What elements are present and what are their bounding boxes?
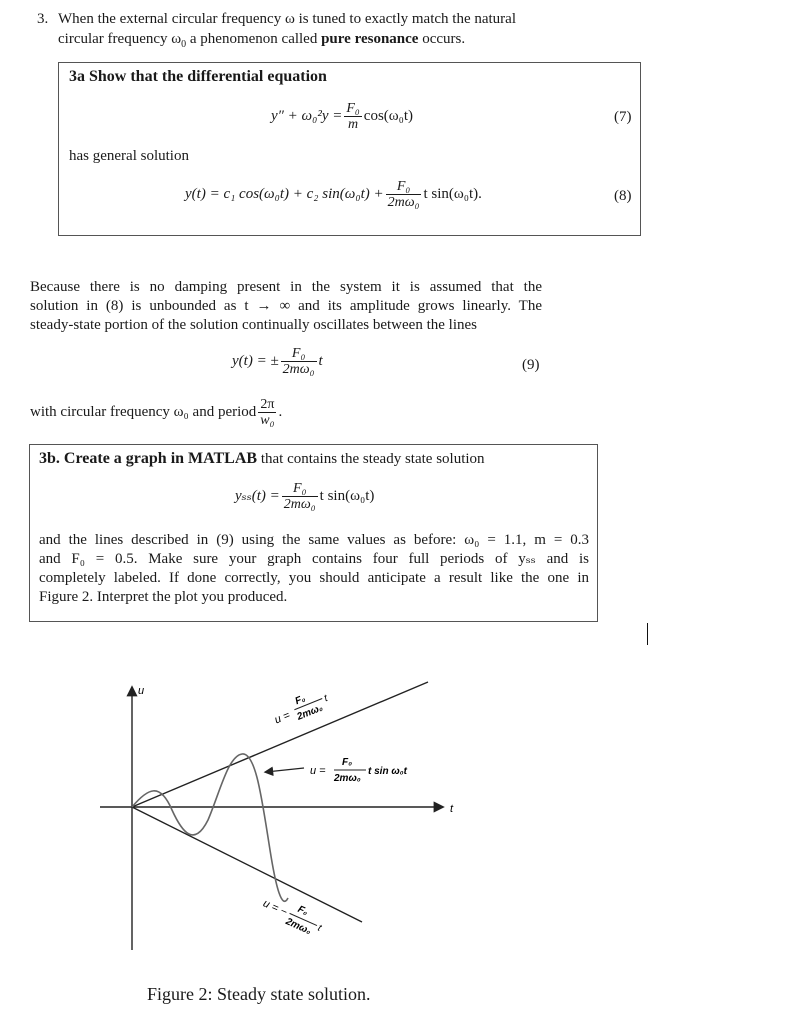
svg-text:F₀: F₀ bbox=[293, 693, 308, 708]
svg-text:t: t bbox=[322, 693, 330, 705]
box-3a-heading: 3a Show that the differential equation bbox=[69, 68, 327, 85]
steady-state-equation: yₛₛ(t) = $\frac{\text{F₀}}{\text{2mω₀}}$ t sin(ω₀t) bbox=[235, 481, 375, 512]
equation-7-number: (7) bbox=[614, 109, 632, 125]
svg-text:t sin ω₀t: t sin ω₀t bbox=[368, 766, 407, 777]
curve-pointer-arrow bbox=[266, 768, 304, 772]
svg-text:t: t bbox=[315, 922, 323, 934]
lower-envelope-line bbox=[132, 807, 362, 922]
pure-resonance-term: pure resonance bbox=[321, 31, 419, 47]
svg-text:F₀: F₀ bbox=[295, 903, 310, 919]
svg-text:2mω₀: 2mω₀ bbox=[334, 773, 361, 784]
equation-7: y″ + ω₀²y = $\frac{\text{F₀}}{m}$ cos(ω₀t) bbox=[271, 101, 414, 132]
equation-9-number: (9) bbox=[522, 357, 540, 373]
curve-label bbox=[310, 757, 408, 784]
box-3b-heading: 3b. Create a graph in MATLAB that contains the steady state solution bbox=[39, 450, 485, 467]
figure-2-graph bbox=[60, 660, 480, 960]
box-3b-line3: completely labeled. If done correctly, you should anticipate a result like the one in bbox=[39, 570, 589, 586]
steady-state-curve bbox=[132, 754, 288, 901]
t-axis-label: t bbox=[450, 803, 454, 815]
lower-envelope-label bbox=[258, 890, 327, 941]
box-3a bbox=[58, 62, 641, 236]
equation-8: y(t) = c₁ cos(ω₀t) + c₂ sin(ω₀t) + $\frac{\text{F₀}}{\text{2mω₀}}$ t sin(ω₀t). bbox=[185, 179, 482, 210]
paragraph-line1: Because there is no damping present in the system it is assumed that the bbox=[30, 279, 542, 295]
upper-envelope-line bbox=[132, 682, 428, 807]
box-3b-line1: and the lines described in (9) using the same values as before: ω₀ = 1.1, m = 0.3 bbox=[39, 532, 589, 548]
has-general-solution-text: has general solution bbox=[69, 148, 189, 164]
text-cursor bbox=[647, 623, 648, 645]
equation-9: y(t) = ± $\frac{\text{F₀}}{\text{2mω₀}}$ t bbox=[232, 346, 323, 377]
upper-envelope-label bbox=[270, 685, 334, 731]
u-axis-label: u bbox=[138, 685, 145, 697]
box-3b-line4: Figure 2. Interpret the plot you produced. bbox=[39, 589, 288, 605]
svg-text:F₀: F₀ bbox=[342, 757, 353, 768]
paragraph-line2: solution in (8) is unbounded as t → ∞ and its amplitude grows linearly. The bbox=[30, 298, 542, 314]
box-3b-line2: and F₀ = 0.5. Make sure your graph contains four full periods of yₛₛ and is bbox=[39, 551, 589, 567]
svg-text:u =: u = bbox=[272, 709, 292, 727]
svg-text:u = −: u = − bbox=[261, 897, 289, 919]
svg-text:u =: u = bbox=[310, 765, 326, 777]
figure-caption: Figure 2: Steady state solution. bbox=[147, 984, 371, 1004]
problem-intro-line2: circular frequency $\omega_0$ a phenomenon called pure resonance occurs. bbox=[58, 31, 466, 50]
problem-number: 3. bbox=[37, 11, 49, 27]
problem-intro-line1: When the external circular frequency ω is tuned to exactly match the natural bbox=[58, 11, 517, 27]
box-3b bbox=[29, 444, 598, 622]
period-line: with circular frequency ω₀ and period $\frac{2\pi}{\text{w₀}}$ . bbox=[30, 397, 283, 428]
svg-text:2mω₀: 2mω₀ bbox=[283, 916, 313, 938]
svg-text:2mω₀: 2mω₀ bbox=[295, 702, 325, 723]
equation-8-number: (8) bbox=[614, 188, 632, 204]
paragraph-line3: steady-state portion of the solution continually oscillates between the lines bbox=[30, 317, 477, 333]
